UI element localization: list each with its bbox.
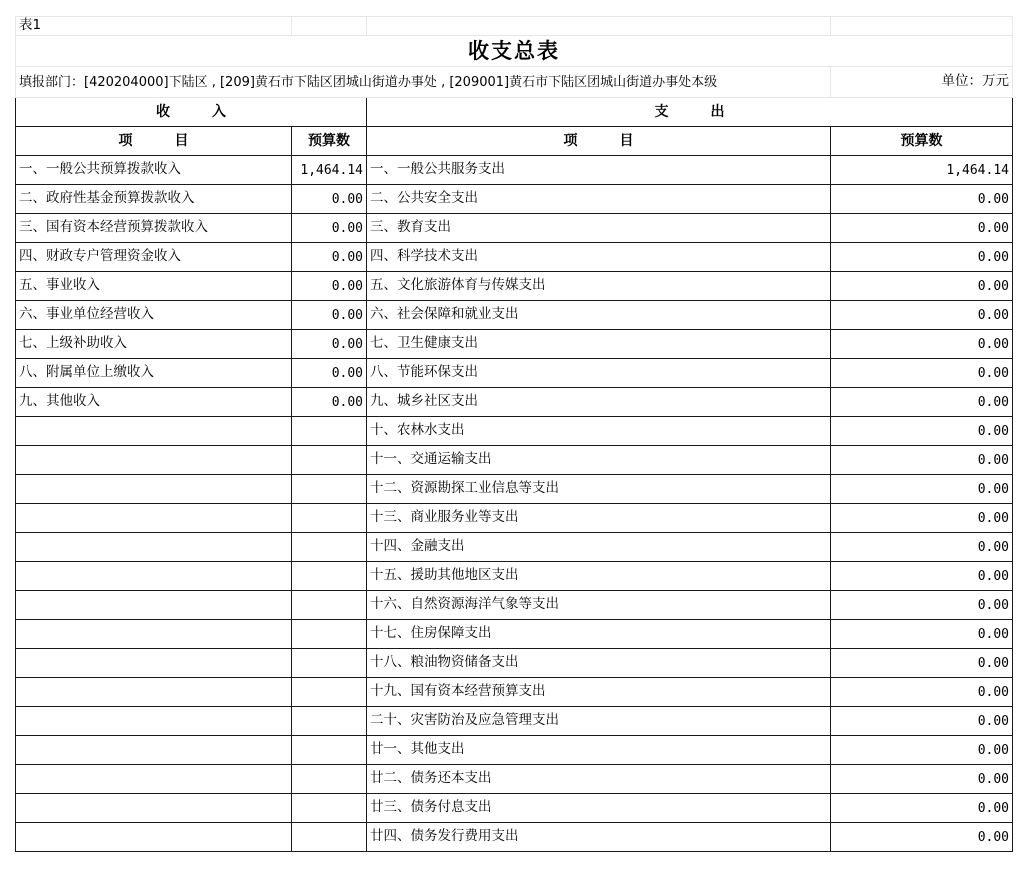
income-budget-cell[interactable]: 0.00 [292, 272, 367, 301]
income-budget-cell[interactable] [292, 417, 367, 446]
unit-label[interactable]: 单位：万元 [831, 67, 1013, 98]
expense-budget-cell[interactable]: 0.00 [831, 214, 1013, 243]
income-budget-cell[interactable] [292, 736, 367, 765]
expense-budget-cell[interactable]: 0.00 [831, 330, 1013, 359]
expense-item-cell[interactable]: 廿三、债务付息支出 [367, 794, 831, 823]
income-item-cell[interactable] [16, 562, 292, 591]
expense-budget-cell[interactable]: 0.00 [831, 591, 1013, 620]
income-budget-cell[interactable]: 0.00 [292, 243, 367, 272]
expense-item-cell[interactable]: 十六、自然资源海洋气象等支出 [367, 591, 831, 620]
income-item-cell[interactable] [16, 765, 292, 794]
expense-item-cell[interactable]: 十五、援助其他地区支出 [367, 562, 831, 591]
table-row [16, 707, 1013, 736]
expense-item-header[interactable]: 项 目 [367, 127, 831, 156]
table-row [16, 823, 1013, 852]
income-item-header[interactable]: 项 目 [16, 127, 292, 156]
income-item-cell[interactable]: 三、国有资本经营预算拨款收入 [16, 214, 292, 243]
table-row [16, 620, 1013, 649]
income-budget-cell[interactable] [292, 649, 367, 678]
table-row [16, 591, 1013, 620]
dept-info-row [16, 67, 1013, 98]
income-item-cell[interactable] [16, 446, 292, 475]
table-row [16, 388, 1013, 417]
income-item-cell[interactable]: 八、附属单位上缴收入 [16, 359, 292, 388]
expense-item-cell[interactable]: 四、科学技术支出 [367, 243, 831, 272]
expense-item-cell[interactable]: 九、城乡社区支出 [367, 388, 831, 417]
expense-budget-cell[interactable]: 0.00 [831, 185, 1013, 214]
expense-header[interactable]: 支 出 [367, 98, 1013, 127]
expense-item-cell[interactable]: 十二、资源勘探工业信息等支出 [367, 475, 831, 504]
table-row [16, 214, 1013, 243]
income-budget-cell[interactable]: 0.00 [292, 301, 367, 330]
table-row [16, 475, 1013, 504]
empty-cell[interactable] [831, 17, 1013, 36]
table-row [16, 359, 1013, 388]
table-row [16, 678, 1013, 707]
table-row [16, 533, 1013, 562]
expense-budget-cell[interactable]: 0.00 [831, 243, 1013, 272]
expense-budget-cell[interactable]: 0.00 [831, 649, 1013, 678]
expense-budget-cell[interactable]: 0.00 [831, 301, 1013, 330]
income-item-cell[interactable]: 六、事业单位经营收入 [16, 301, 292, 330]
income-item-cell[interactable] [16, 591, 292, 620]
table-title[interactable]: 收支总表 [16, 36, 1013, 67]
income-budget-cell[interactable] [292, 533, 367, 562]
income-item-cell[interactable]: 二、政府性基金预算拨款收入 [16, 185, 292, 214]
table-row [16, 649, 1013, 678]
income-budget-cell[interactable]: 0.00 [292, 185, 367, 214]
empty-cell[interactable] [367, 17, 831, 36]
expense-item-cell[interactable]: 十、农林水支出 [367, 417, 831, 446]
income-budget-cell[interactable]: 0.00 [292, 214, 367, 243]
expense-budget-cell[interactable]: 0.00 [831, 678, 1013, 707]
table-row [16, 330, 1013, 359]
expense-budget-cell[interactable]: 1,464.14 [831, 156, 1013, 185]
expense-budget-cell[interactable]: 0.00 [831, 794, 1013, 823]
table-row [16, 794, 1013, 823]
income-item-cell[interactable] [16, 736, 292, 765]
sheet-label[interactable]: 表1 [16, 17, 292, 36]
expense-budget-header[interactable]: 预算数 [831, 127, 1013, 156]
table-row [16, 417, 1013, 446]
expense-budget-cell[interactable]: 0.00 [831, 707, 1013, 736]
income-item-cell[interactable] [16, 504, 292, 533]
table-row [16, 504, 1013, 533]
table-row [16, 301, 1013, 330]
budget-summary-table [15, 16, 1013, 852]
expense-item-cell[interactable]: 十一、交通运输支出 [367, 446, 831, 475]
expense-item-cell[interactable]: 十八、粮油物资储备支出 [367, 649, 831, 678]
income-budget-cell[interactable] [292, 707, 367, 736]
table-row [16, 562, 1013, 591]
expense-item-cell[interactable]: 十三、商业服务业等支出 [367, 504, 831, 533]
income-item-cell[interactable]: 一、一般公共预算拨款收入 [16, 156, 292, 185]
expense-budget-cell[interactable]: 0.00 [831, 446, 1013, 475]
income-item-cell[interactable]: 七、上级补助收入 [16, 330, 292, 359]
expense-budget-cell[interactable]: 0.00 [831, 620, 1013, 649]
expense-item-cell[interactable]: 七、卫生健康支出 [367, 330, 831, 359]
expense-budget-cell[interactable]: 0.00 [831, 823, 1013, 852]
sheet-label-row [16, 17, 1013, 36]
income-item-cell[interactable] [16, 794, 292, 823]
table-row [16, 736, 1013, 765]
income-item-cell[interactable] [16, 707, 292, 736]
table-row [16, 272, 1013, 301]
income-budget-cell[interactable]: 0.00 [292, 388, 367, 417]
income-budget-cell[interactable] [292, 620, 367, 649]
expense-budget-cell[interactable]: 0.00 [831, 359, 1013, 388]
expense-item-cell[interactable]: 八、节能环保支出 [367, 359, 831, 388]
expense-item-cell[interactable]: 三、教育支出 [367, 214, 831, 243]
income-item-cell[interactable]: 五、事业收入 [16, 272, 292, 301]
income-item-cell[interactable]: 九、其他收入 [16, 388, 292, 417]
expense-budget-cell[interactable]: 0.00 [831, 504, 1013, 533]
income-budget-cell[interactable] [292, 562, 367, 591]
dept-info[interactable]: 填报部门：[420204000]下陆区 , [209]黄石市下陆区团城山街道办事处 , [209001]黄石市下陆区团城山街道办事处本级 [16, 67, 831, 98]
income-item-cell[interactable] [16, 533, 292, 562]
income-budget-cell[interactable] [292, 591, 367, 620]
expense-item-cell[interactable]: 二十、灾害防治及应急管理支出 [367, 707, 831, 736]
expense-item-cell[interactable]: 十七、住房保障支出 [367, 620, 831, 649]
income-item-cell[interactable] [16, 823, 292, 852]
income-budget-cell[interactable] [292, 504, 367, 533]
income-item-cell[interactable] [16, 475, 292, 504]
expense-budget-cell[interactable]: 0.00 [831, 533, 1013, 562]
expense-item-cell[interactable]: 十九、国有资本经营预算支出 [367, 678, 831, 707]
expense-item-cell[interactable]: 廿四、债务发行费用支出 [367, 823, 831, 852]
expense-budget-cell[interactable]: 0.00 [831, 272, 1013, 301]
income-budget-header[interactable]: 预算数 [292, 127, 367, 156]
income-budget-cell[interactable] [292, 446, 367, 475]
expense-item-cell[interactable]: 十四、金融支出 [367, 533, 831, 562]
expense-budget-cell[interactable]: 0.00 [831, 736, 1013, 765]
empty-cell[interactable] [292, 17, 367, 36]
expense-budget-cell[interactable]: 0.00 [831, 475, 1013, 504]
column-header-row [16, 127, 1013, 156]
income-item-cell[interactable] [16, 417, 292, 446]
expense-item-cell[interactable]: 廿一、其他支出 [367, 736, 831, 765]
expense-item-cell[interactable]: 廿二、债务还本支出 [367, 765, 831, 794]
income-header[interactable]: 收 入 [16, 98, 367, 127]
expense-item-cell[interactable]: 一、一般公共服务支出 [367, 156, 831, 185]
table-row [16, 185, 1013, 214]
expense-item-cell[interactable]: 二、公共安全支出 [367, 185, 831, 214]
income-item-cell[interactable] [16, 649, 292, 678]
section-header-row [16, 98, 1013, 127]
income-item-cell[interactable] [16, 678, 292, 707]
income-budget-cell[interactable]: 1,464.14 [292, 156, 367, 185]
table-row [16, 156, 1013, 185]
income-budget-cell[interactable]: 0.00 [292, 330, 367, 359]
table-row [16, 243, 1013, 272]
income-budget-cell[interactable] [292, 678, 367, 707]
income-budget-cell[interactable] [292, 475, 367, 504]
income-item-cell[interactable] [16, 620, 292, 649]
table-row [16, 446, 1013, 475]
expense-item-cell[interactable]: 六、社会保障和就业支出 [367, 301, 831, 330]
income-budget-cell[interactable] [292, 765, 367, 794]
expense-budget-cell[interactable]: 0.00 [831, 388, 1013, 417]
expense-item-cell[interactable]: 五、文化旅游体育与传媒支出 [367, 272, 831, 301]
title-row [16, 36, 1013, 67]
table-row [16, 765, 1013, 794]
income-budget-cell[interactable] [292, 794, 367, 823]
income-item-cell[interactable]: 四、财政专户管理资金收入 [16, 243, 292, 272]
expense-budget-cell[interactable]: 0.00 [831, 417, 1013, 446]
income-budget-cell[interactable]: 0.00 [292, 359, 367, 388]
expense-budget-cell[interactable]: 0.00 [831, 562, 1013, 591]
expense-budget-cell[interactable]: 0.00 [831, 765, 1013, 794]
income-budget-cell[interactable] [292, 823, 367, 852]
